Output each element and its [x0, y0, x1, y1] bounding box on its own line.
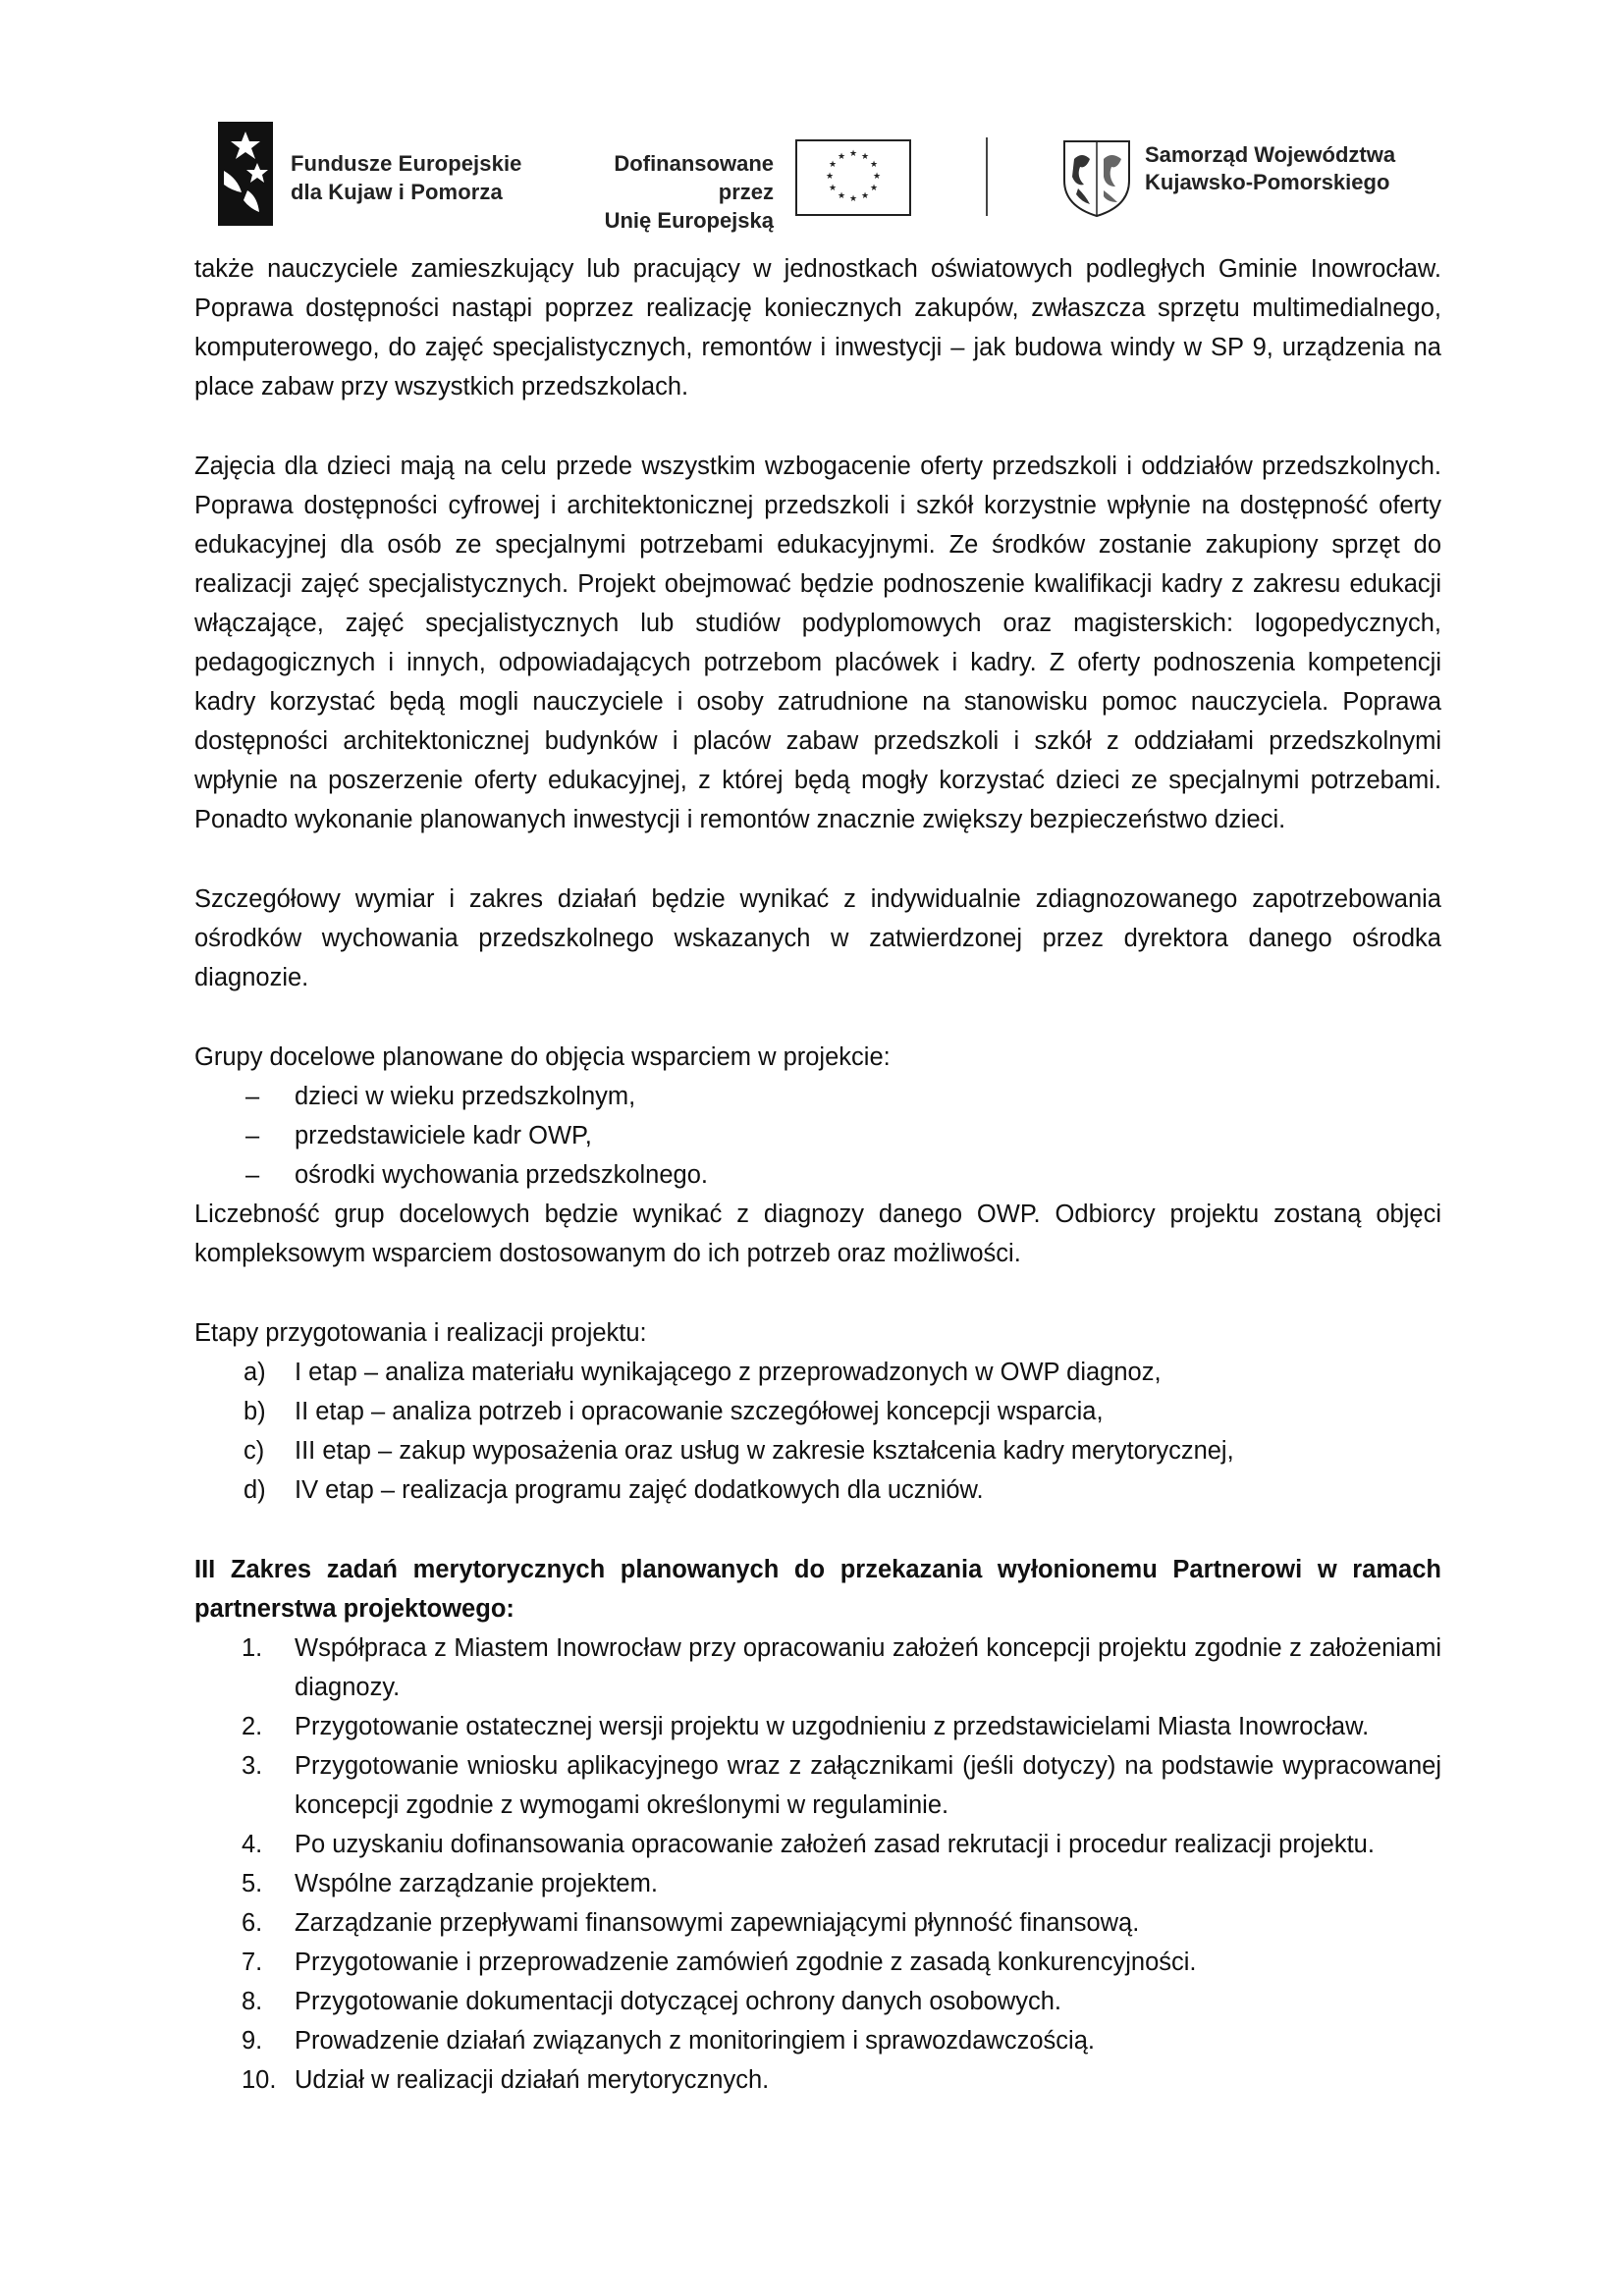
- list-marker: 2.: [242, 1713, 263, 1740]
- svg-text:★: ★: [848, 149, 858, 159]
- list-item-text: Przygotowanie dokumentacji dotyczącej ochrony danych osobowych.: [295, 1988, 1062, 2015]
- list-item: [194, 1982, 1441, 2021]
- list-item: [194, 1353, 1441, 1392]
- fundusze-europejskie-logo-icon: [218, 122, 273, 226]
- svg-text:★: ★: [825, 172, 835, 182]
- list-item: [194, 2021, 1441, 2060]
- fe-logo-line2: dla Kujaw i Pomorza: [291, 180, 503, 204]
- list-item: [194, 1155, 1441, 1195]
- list-marker: 1.: [242, 1634, 263, 1662]
- paragraph-1: także nauczyciele zamieszkujący lub pracujący w jednostkach oświatowych podległych Gminie Inowrocław. Poprawa dostępności nastąpi poprzez realizację koniecznych zakupów, zwłaszcza sprzętu multimedialnego, komputerowego, do zajęć specjalistycznych, remontów i inwestycji – jak budowa windy w SP 9, urządzenia na place zabaw przy wszystkich przedszkolach.: [194, 255, 1441, 400]
- svg-text:★: ★: [872, 172, 882, 182]
- ue-line1: Dofinansowane przez: [614, 151, 774, 204]
- list-item: [194, 1943, 1441, 1982]
- list-item-text: Przygotowanie wniosku aplikacyjnego wraz z załącznikami (jeśli dotyczy) na podstawie wypracowanej koncepcji zgodnie z wymogami określonymi w regulaminie.: [295, 1752, 1441, 1819]
- list-item-text: Prowadzenie działań związanych z monitoringiem i sprawozdawczością.: [295, 2027, 1095, 2055]
- ue-line2: Unię Europejską: [604, 208, 774, 233]
- paragraph-2: Zajęcia dla dzieci mają na celu przede wszystkim wzbogacenie oferty przedszkoli i oddziałów przedszkolnych. Poprawa dostępności cyfrowej i architektonicznej przedszkoli i szkół korzystnie wpłynie na dostępność oferty edukacyjnej dla osób ze specjalnymi potrzebami edukacyjnymi. Ze środków zostanie zakupiony sprzęt do realizacji zajęć specjalistycznych. Projekt obejmować będzie podnoszenie kwalifikacji kadry z zakresu edukacji włączające, zajęć specjalistycznych lub studiów podyplomowych oraz magisterskich: logopedycznych, pedagogicznych i innych, odpowiadających potrzebom placówek i kadry. Z oferty podnoszenia kompetencji kadry korzystać będą mogli nauczyciele i osoby zatrudnione na stanowisku pomoc nauczyciela. Poprawa dostępności architektonicznej budynków i placów zabaw przedszkoli i szkół z oddziałami przedszkolnymi wpłynie na poszerzenie oferty edukacyjnej, z której będą mogły korzystać dzieci ze specjalnymi potrzebami. Ponadto wykonanie planowanych inwestycji i remontów znacznie zwiększy bezpieczeństwo dzieci.: [194, 453, 1441, 833]
- paragraph-3: Szczegółowy wymiar i zakres działań będzie wynikać z indywidualnie zdiagnozowanego zapotrzebowania ośrodków wychowania przedszkolnego wskazanych w zatwierdzonej przez dyrektora danego ośrodka diagnozie.: [194, 885, 1441, 991]
- svg-text:★: ★: [860, 152, 870, 162]
- list-item: [194, 1746, 1441, 1825]
- stages-list: [194, 1353, 1441, 1510]
- list-marker: 6.: [242, 1909, 263, 1937]
- svg-text:★: ★: [837, 191, 846, 201]
- list-item-text: Po uzyskaniu dofinansowania opracowanie założeń zasad rekrutacji i procedur realizacji projektu.: [295, 1831, 1375, 1858]
- ue-cofinance-text: [558, 149, 774, 235]
- svg-text:★: ★: [860, 191, 870, 201]
- list-item: [194, 1864, 1441, 1903]
- svg-text:★: ★: [869, 184, 879, 193]
- list-marker: –: [245, 1122, 260, 1149]
- svg-text:★: ★: [869, 160, 879, 170]
- list-item-text: dzieci w wieku przedszkolnym,: [295, 1083, 636, 1110]
- fundusze-europejskie-text: [291, 149, 522, 206]
- list-marker: d): [244, 1476, 266, 1504]
- list-item: [194, 1707, 1441, 1746]
- paragraph-target-groups-summary: Liczebność grup docelowych będzie wynikać z diagnozy danego OWP. Odbiorcy projektu zostaną objęci kompleksowym wsparciem dostosowanym do ich potrzeb oraz możliwości.: [194, 1201, 1441, 1267]
- fe-logo-line1: Fundusze Europejskie: [291, 151, 522, 176]
- list-item: [194, 1392, 1441, 1431]
- list-item-text: ośrodki wychowania przedszkolnego.: [295, 1161, 708, 1189]
- list-item: [194, 1825, 1441, 1864]
- list-marker: c): [244, 1437, 265, 1465]
- svg-text:★: ★: [828, 160, 838, 170]
- list-item-text: Współpraca z Miastem Inowrocław przy opracowaniu założeń koncepcji projektu zgodnie z założeniami diagnozy.: [295, 1634, 1441, 1701]
- list-item: [194, 1116, 1441, 1155]
- list-item-text: Wspólne zarządzanie projektem.: [295, 1870, 658, 1897]
- list-marker: 5.: [242, 1870, 263, 1897]
- eu-flag-icon: [795, 139, 911, 216]
- list-marker: 10.: [242, 2066, 277, 2094]
- target-groups-list: [194, 1077, 1441, 1195]
- list-marker: 8.: [242, 1988, 263, 2015]
- list-item-text: przedstawiciele kadr OWP,: [295, 1122, 592, 1149]
- page-header: [0, 0, 1624, 236]
- paragraph-stages-intro: Etapy przygotowania i realizacji projektu:: [194, 1319, 647, 1347]
- svg-text:★: ★: [828, 184, 838, 193]
- kujawsko-pomorskie-coat-of-arms-icon: [1060, 137, 1133, 218]
- list-item-text: Udział w realizacji działań merytorycznych.: [295, 2066, 770, 2094]
- list-item-text: IV etap – realizacja programu zajęć dodatkowych dla uczniów.: [295, 1476, 984, 1504]
- tasks-list: [194, 1629, 1441, 2100]
- sam-line1: Samorząd Województwa: [1145, 142, 1396, 167]
- list-item: [194, 1077, 1441, 1116]
- list-item-text: III etap – zakup wyposażenia oraz usług w zakresie kształcenia kadry merytorycznej,: [295, 1437, 1234, 1465]
- paragraph-target-groups-intro: Grupy docelowe planowane do objęcia wsparciem w projekcie:: [194, 1043, 891, 1071]
- list-item: [194, 2060, 1441, 2100]
- list-marker: –: [245, 1083, 260, 1110]
- section-heading: III Zakres zadań merytorycznych planowanych do przekazania wyłonionemu Partnerowi w ramach partnerstwa projektowego:: [194, 1556, 1441, 1623]
- list-item-text: Przygotowanie ostatecznej wersji projektu w uzgodnieniu z przedstawicielami Miasta Inowrocław.: [295, 1713, 1370, 1740]
- list-item: [194, 1470, 1441, 1510]
- list-item-text: II etap – analiza potrzeb i opracowanie szczegółowej koncepcji wsparcia,: [295, 1398, 1104, 1425]
- list-item-text: I etap – analiza materiału wynikającego z przeprowadzonych w OWP diagnoz,: [295, 1359, 1162, 1386]
- list-marker: –: [245, 1161, 260, 1189]
- list-marker: 3.: [242, 1752, 263, 1780]
- list-marker: a): [244, 1359, 266, 1386]
- list-marker: 7.: [242, 1949, 263, 1976]
- svg-text:★: ★: [848, 194, 858, 204]
- list-item: [194, 1903, 1441, 1943]
- list-item: [194, 1431, 1441, 1470]
- svg-text:★: ★: [837, 152, 846, 162]
- samorzad-text: [1145, 141, 1395, 196]
- list-marker: b): [244, 1398, 266, 1425]
- list-marker: 4.: [242, 1831, 263, 1858]
- list-item: [194, 1629, 1441, 1707]
- header-divider: [986, 137, 988, 216]
- document-body: [194, 249, 1441, 2100]
- list-marker: 9.: [242, 2027, 263, 2055]
- list-item-text: Przygotowanie i przeprowadzenie zamówień zgodnie z zasadą konkurencyjności.: [295, 1949, 1197, 1976]
- list-item-text: Zarządzanie przepływami finansowymi zapewniającymi płynność finansową.: [295, 1909, 1140, 1937]
- sam-line2: Kujawsko-Pomorskiego: [1145, 170, 1390, 194]
